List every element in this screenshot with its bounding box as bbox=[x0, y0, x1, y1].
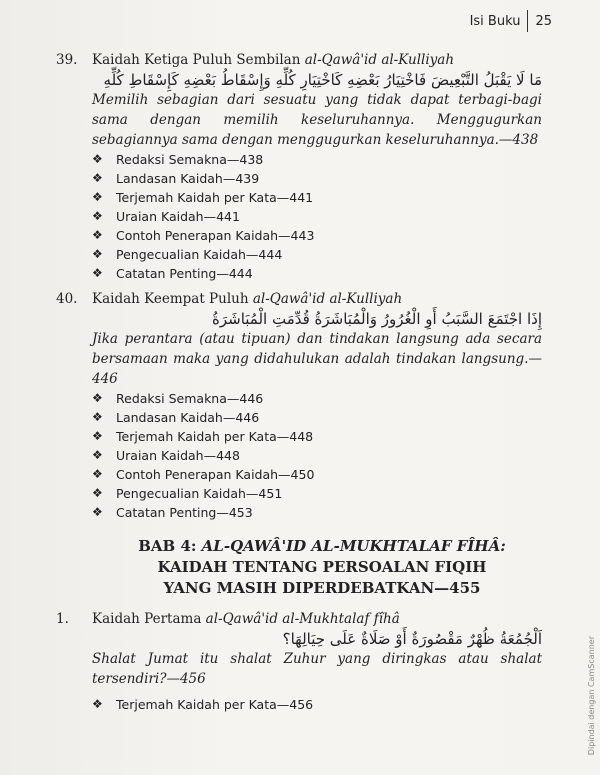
entry-title bbox=[56, 609, 542, 629]
list-item bbox=[92, 264, 542, 283]
chapter-title-italic: AL-QAWÂ'ID AL-MUKHTALAF FÎHÂ: bbox=[201, 537, 506, 555]
subsection-list bbox=[92, 695, 542, 714]
list-item-text: Contoh Penerapan Kaidah—443 bbox=[116, 228, 315, 243]
toc-content bbox=[56, 50, 542, 714]
list-item-text: Redaksi Semakna—446 bbox=[116, 391, 264, 406]
arabic-text: اَلْجُمُعَةُ ظُهْرٌ مَقْصُورَةٌ أَوْ صَلَاةٌ عَلَى حِيَالِهَا؟ bbox=[282, 630, 542, 648]
running-header bbox=[470, 10, 552, 32]
list-item bbox=[92, 207, 542, 226]
diamond-bullet-icon: ❖ bbox=[92, 190, 103, 204]
list-item bbox=[92, 188, 542, 207]
chapter-label: BAB 4: bbox=[138, 537, 197, 555]
diamond-bullet-icon: ❖ bbox=[92, 467, 103, 481]
arabic-text: إِذَا اجْتَمَعَ السَّبَبُ أَوِ الْغُرُورُ وَالْمُبَاشَرَةُ قُدِّمَتِ الْمُبَاشَرَةُ bbox=[211, 310, 542, 328]
subsection-list bbox=[92, 150, 542, 283]
chapter-line-1 bbox=[92, 536, 552, 557]
entry-heading-text: Kaidah Ketiga Puluh Sembilan bbox=[92, 52, 301, 68]
diamond-bullet-icon: ❖ bbox=[92, 486, 103, 500]
list-item-text: Pengecualian Kaidah—451 bbox=[116, 486, 283, 501]
list-item-text: Landasan Kaidah—446 bbox=[116, 410, 260, 425]
entry-description: Shalat Jumat itu shalat Zuhur yang diringkas atau shalat tersendiri?—456 bbox=[92, 651, 542, 687]
diamond-bullet-icon: ❖ bbox=[92, 697, 103, 711]
toc-entry-1 bbox=[56, 609, 542, 714]
toc-entry-39 bbox=[56, 50, 542, 283]
list-item bbox=[92, 503, 542, 522]
list-item bbox=[92, 245, 542, 264]
list-item bbox=[92, 150, 542, 169]
list-item bbox=[92, 484, 542, 503]
diamond-bullet-icon: ❖ bbox=[92, 391, 103, 405]
list-item bbox=[92, 465, 542, 484]
list-item-text: Landasan Kaidah—439 bbox=[116, 171, 260, 186]
toc-entry-40 bbox=[56, 289, 542, 522]
entry-heading bbox=[92, 609, 400, 629]
list-item-text: Redaksi Semakna—438 bbox=[116, 152, 264, 167]
list-item-text: Catatan Penting—453 bbox=[116, 505, 253, 520]
chapter-line-3: YANG MASIH DIPERDEBATKAN—455 bbox=[163, 579, 481, 597]
scanner-watermark: Dipindai dengan CamScanner bbox=[587, 635, 596, 755]
arabic-text: مَا لَا يَقْبَلُ التَّبْعِيضَ فَاخْتِيَارُ بَعْضِهِ كَاخْتِيَارِ كُلِّهِ وَإِسْقَاطُ بَعْضِهِ كَإِسْقَاطِ كُلِّهِ bbox=[103, 71, 542, 89]
diamond-bullet-icon: ❖ bbox=[92, 152, 103, 166]
list-item-text: Contoh Penerapan Kaidah—450 bbox=[116, 467, 315, 482]
list-item-text: Uraian Kaidah—441 bbox=[116, 209, 240, 224]
diamond-bullet-icon: ❖ bbox=[92, 247, 103, 261]
list-item-text: Uraian Kaidah—448 bbox=[116, 448, 240, 463]
diamond-bullet-icon: ❖ bbox=[92, 228, 103, 242]
diamond-bullet-icon: ❖ bbox=[92, 410, 103, 424]
page-number: 25 bbox=[535, 13, 552, 29]
entry-number: 40. bbox=[56, 291, 78, 307]
entry-heading-text: Kaidah Pertama bbox=[92, 611, 202, 627]
entry-description: Memilih sebagian dari sesuatu yang tidak dapat terbagi-bagi sama dengan memilih keseluruhannya. Menggugurkan sebagiannya sama dengan menggugurkan keseluruhannya.—438 bbox=[92, 92, 542, 148]
entry-title bbox=[56, 50, 542, 70]
list-item bbox=[92, 408, 542, 427]
diamond-bullet-icon: ❖ bbox=[92, 171, 103, 185]
entry-number: 1. bbox=[56, 611, 69, 627]
subsection-list bbox=[92, 389, 542, 522]
diamond-bullet-icon: ❖ bbox=[92, 429, 103, 443]
entry-title bbox=[56, 289, 542, 309]
entry-heading-italic: al-Qawâ'id al-Kulliyah bbox=[252, 291, 403, 307]
list-item bbox=[92, 169, 542, 188]
entry-heading bbox=[92, 289, 402, 309]
list-item bbox=[92, 389, 542, 408]
diamond-bullet-icon: ❖ bbox=[92, 448, 103, 462]
entry-description: Jika perantara (atau tipuan) dan tindakan langsung ada secara bersamaan maka yang didahulukan adalah tindakan langsung.—446 bbox=[92, 331, 542, 387]
header-divider bbox=[527, 10, 528, 32]
diamond-bullet-icon: ❖ bbox=[92, 209, 103, 223]
entry-number: 39. bbox=[56, 52, 78, 68]
diamond-bullet-icon: ❖ bbox=[92, 505, 103, 519]
entry-heading-italic: al-Qawâ'id al-Mukhtalaf fîhâ bbox=[205, 611, 400, 627]
entry-heading bbox=[92, 50, 454, 70]
diamond-bullet-icon: ❖ bbox=[92, 266, 103, 280]
list-item-text: Pengecualian Kaidah—444 bbox=[116, 247, 283, 262]
list-item bbox=[92, 446, 542, 465]
header-title: Isi Buku bbox=[469, 13, 521, 29]
list-item bbox=[92, 226, 542, 245]
list-item-text: Terjemah Kaidah per Kata—456 bbox=[116, 697, 314, 712]
chapter-heading bbox=[92, 536, 552, 599]
list-item-text: Terjemah Kaidah per Kata—441 bbox=[116, 190, 314, 205]
list-item-text: Terjemah Kaidah per Kata—448 bbox=[116, 429, 314, 444]
list-item bbox=[92, 427, 542, 446]
entry-heading-text: Kaidah Keempat Puluh bbox=[92, 291, 249, 307]
list-item-text: Catatan Penting—444 bbox=[116, 266, 253, 281]
chapter-line-2: KAIDAH TENTANG PERSOALAN FIQIH bbox=[157, 558, 487, 576]
entry-heading-italic: al-Qawâ'id al-Kulliyah bbox=[304, 52, 455, 68]
list-item bbox=[92, 695, 542, 714]
